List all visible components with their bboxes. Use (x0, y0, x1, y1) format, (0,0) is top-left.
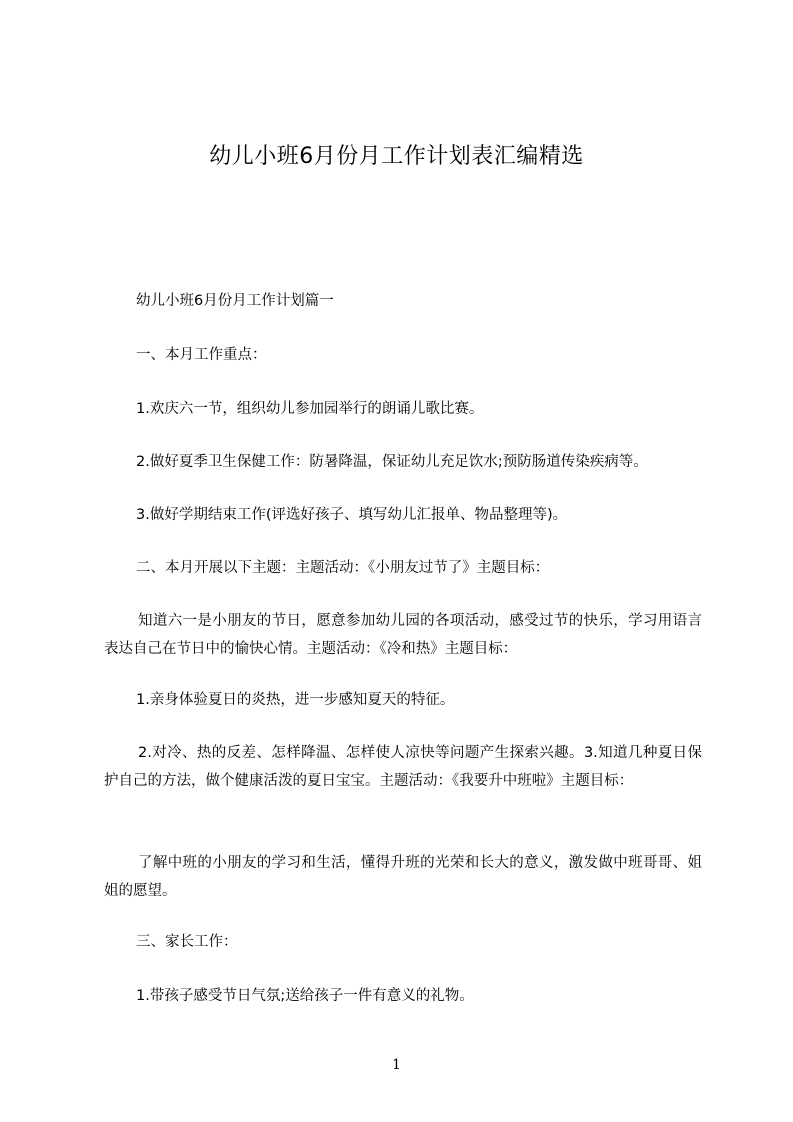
heading-parent-work: 三、家长工作： (136, 934, 238, 950)
list-item: 1.亲身体验夏日的炎热，进一步感知夏天的特征。 (136, 692, 455, 708)
paragraph: 知道六一是小朋友的节日，愿意参加幼儿园的各项活动，感受过节的快乐，学习用语言表达自己在节日中的愉快心情。主题活动：《冷和热》主题目标： (104, 613, 702, 657)
list-item: 2.做好夏季卫生保健工作：防暑降温，保证幼儿充足饮水;预防肠道传染疾病等。 (136, 454, 648, 470)
heading-themes: 二、本月开展以下主题：主题活动：《小朋友过节了》主题目标： (136, 560, 550, 576)
section-title: 幼儿小班6月份月工作计划篇一 (136, 293, 334, 309)
paragraph: 了解中班的小朋友的学习和生活，懂得升班的光荣和长大的意义，激发做中班哥哥、姐姐的愿望。 (104, 855, 702, 899)
page-number: 1 (392, 1057, 401, 1073)
heading-work-focus: 一、本月工作重点： (136, 347, 267, 363)
list-item: 1.带孩子感受节日气氛;送给孩子一件有意义的礼物。 (136, 988, 474, 1004)
document-title: 幼儿小班6月份月工作计划表汇编精选 (209, 144, 584, 169)
list-item: 3.做好学期结束工作(评选好孩子、填写幼儿汇报单、物品整理等)。 (136, 507, 568, 523)
list-item: 1.欢庆六一节，组织幼儿参加园举行的朗诵儿歌比赛。 (136, 401, 484, 417)
paragraph: 2.对冷、热的反差、怎样降温、怎样使人凉快等问题产生探索兴趣。3.知道几种夏日保护自己的方法，做个健康活泼的夏日宝宝。主题活动：《我要升中班啦》主题目标： (104, 745, 702, 789)
